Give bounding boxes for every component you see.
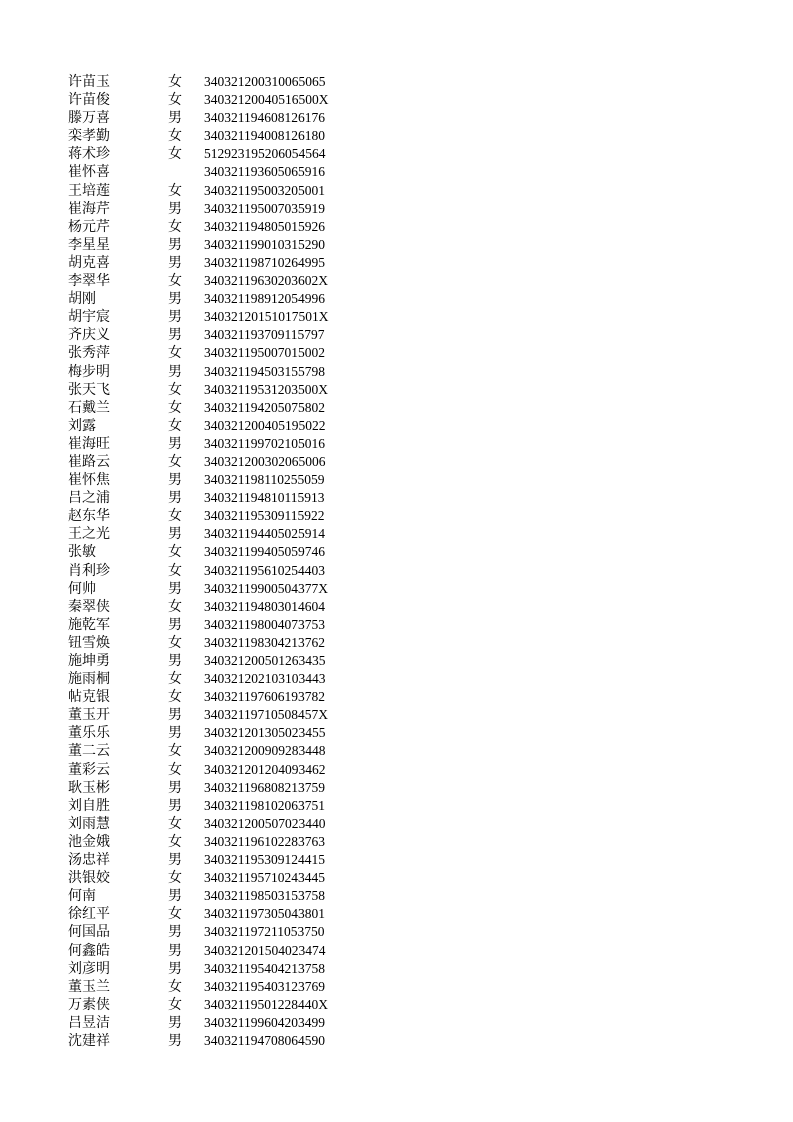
table-row xyxy=(0,236,793,254)
table-row xyxy=(0,742,793,760)
table-row xyxy=(0,761,793,779)
table-row xyxy=(0,290,793,308)
person-gender: 女 xyxy=(168,182,182,199)
table-row xyxy=(0,507,793,525)
person-gender: 男 xyxy=(168,490,182,507)
person-id-number: 340321199702105016 xyxy=(204,435,325,451)
table-row xyxy=(0,688,793,706)
person-id-number: 340321194503155798 xyxy=(204,363,325,379)
person-gender: 女 xyxy=(168,381,182,398)
person-id-number: 340321200405195022 xyxy=(204,417,326,433)
person-name: 滕万喜 xyxy=(68,110,110,127)
person-gender: 男 xyxy=(168,797,182,814)
person-gender: 男 xyxy=(168,363,182,380)
table-row xyxy=(0,833,793,851)
person-id-number: 34032119900504377X xyxy=(204,580,328,596)
table-row xyxy=(0,598,793,616)
person-gender: 男 xyxy=(168,254,182,271)
person-name: 刘露 xyxy=(68,417,96,434)
person-id-number: 340321198912054996 xyxy=(204,291,325,307)
person-id-number: 340321200302065006 xyxy=(204,453,326,469)
table-row xyxy=(0,145,793,163)
record-list xyxy=(0,73,793,1050)
table-row xyxy=(0,435,793,453)
table-row xyxy=(0,381,793,399)
person-gender: 女 xyxy=(168,273,182,290)
person-id-number: 340321194803014604 xyxy=(204,598,325,614)
person-name: 栾孝勤 xyxy=(68,128,110,145)
person-name: 石戴兰 xyxy=(68,399,110,416)
person-gender: 女 xyxy=(168,544,182,561)
person-gender: 女 xyxy=(168,218,182,235)
person-name: 何鑫皓 xyxy=(68,942,110,959)
person-id-number: 340321199604203499 xyxy=(204,1014,325,1030)
table-row xyxy=(0,489,793,507)
person-name: 董二云 xyxy=(68,743,110,760)
person-id-number: 340321194708064590 xyxy=(204,1032,325,1048)
person-name: 施乾军 xyxy=(68,616,110,633)
person-id-number: 340321200909283448 xyxy=(204,743,326,759)
table-row xyxy=(0,1014,793,1032)
person-name: 胡宇宸 xyxy=(68,309,110,326)
person-name: 沈建祥 xyxy=(68,1032,110,1049)
person-id-number: 340321196102283763 xyxy=(204,833,325,849)
person-id-number: 34032120151017501X xyxy=(204,309,329,325)
person-id-number: 340321198503153758 xyxy=(204,888,325,904)
person-gender: 男 xyxy=(168,942,182,959)
person-id-number: 340321194405025914 xyxy=(204,526,325,542)
table-row xyxy=(0,1032,793,1050)
person-gender: 男 xyxy=(168,236,182,253)
person-name: 赵东华 xyxy=(68,508,110,525)
person-id-number: 340321200507023440 xyxy=(204,815,326,831)
table-row xyxy=(0,634,793,652)
person-name: 董玉开 xyxy=(68,707,110,724)
person-name: 刘自胜 xyxy=(68,797,110,814)
person-id-number: 340321194810115913 xyxy=(204,490,325,506)
person-id-number: 340321201504023474 xyxy=(204,942,326,958)
person-name: 许苗俊 xyxy=(68,92,110,109)
person-name: 李翠华 xyxy=(68,273,110,290)
person-gender: 男 xyxy=(168,888,182,905)
person-id-number: 340321200310065065 xyxy=(204,74,326,89)
person-gender: 女 xyxy=(168,399,182,416)
table-row xyxy=(0,905,793,923)
table-row xyxy=(0,942,793,960)
table-row xyxy=(0,254,793,272)
person-id-number: 340321198710264995 xyxy=(204,254,325,270)
person-name: 何帅 xyxy=(68,580,96,597)
table-row xyxy=(0,182,793,200)
person-gender: 男 xyxy=(168,435,182,452)
person-id-number: 340321202103103443 xyxy=(204,671,326,687)
person-gender: 女 xyxy=(168,146,182,163)
person-id-number: 340321194805015926 xyxy=(204,218,325,234)
person-gender: 男 xyxy=(168,580,182,597)
person-gender: 男 xyxy=(168,960,182,977)
table-row xyxy=(0,923,793,941)
person-name: 耿玉彬 xyxy=(68,779,110,796)
table-row xyxy=(0,308,793,326)
person-id-number: 340321196808213759 xyxy=(204,779,325,795)
table-row xyxy=(0,616,793,634)
person-name: 洪银姣 xyxy=(68,870,110,887)
person-gender: 男 xyxy=(168,472,182,489)
person-gender: 男 xyxy=(168,924,182,941)
person-name: 崔怀喜 xyxy=(68,164,110,181)
table-row xyxy=(0,163,793,181)
person-name: 崔海旺 xyxy=(68,435,110,452)
table-row xyxy=(0,960,793,978)
person-id-number: 340321201204093462 xyxy=(204,761,326,777)
person-id-number: 340321193709115797 xyxy=(204,327,325,343)
table-row xyxy=(0,127,793,145)
person-id-number: 340321197211053750 xyxy=(204,924,325,940)
person-gender: 男 xyxy=(168,110,182,127)
table-row xyxy=(0,996,793,1014)
person-id-number: 340321198110255059 xyxy=(204,472,325,488)
person-name: 池金娥 xyxy=(68,833,110,850)
person-gender: 男 xyxy=(168,309,182,326)
person-name: 董玉兰 xyxy=(68,978,110,995)
person-gender: 女 xyxy=(168,815,182,832)
table-row xyxy=(0,363,793,381)
person-id-number: 340321194008126180 xyxy=(204,128,325,144)
person-gender: 女 xyxy=(168,634,182,651)
person-name: 崔路云 xyxy=(68,453,110,470)
table-row xyxy=(0,73,793,91)
person-name: 梅步明 xyxy=(68,363,110,380)
person-gender: 男 xyxy=(168,200,182,217)
person-gender: 男 xyxy=(168,1032,182,1049)
person-id-number: 340321197305043801 xyxy=(204,906,325,922)
table-row xyxy=(0,200,793,218)
person-name: 张天飞 xyxy=(68,381,110,398)
table-row xyxy=(0,471,793,489)
person-gender: 女 xyxy=(168,996,182,1013)
person-gender: 女 xyxy=(168,417,182,434)
person-name: 汤忠祥 xyxy=(68,852,110,869)
person-id-number: 340321195710243445 xyxy=(204,870,325,886)
table-row xyxy=(0,869,793,887)
table-row xyxy=(0,326,793,344)
person-gender: 男 xyxy=(168,526,182,543)
person-name: 王之光 xyxy=(68,526,110,543)
person-gender: 男 xyxy=(168,725,182,742)
person-gender: 女 xyxy=(168,689,182,706)
person-gender: 女 xyxy=(168,870,182,887)
person-gender: 男 xyxy=(168,1014,182,1031)
person-name: 吕之浦 xyxy=(68,490,110,507)
person-gender: 女 xyxy=(168,833,182,850)
person-name: 吕昱洁 xyxy=(68,1014,110,1031)
table-row xyxy=(0,399,793,417)
person-gender: 女 xyxy=(168,978,182,995)
person-name: 钮雪焕 xyxy=(68,634,110,651)
person-name: 董乐乐 xyxy=(68,725,110,742)
table-row xyxy=(0,91,793,109)
person-id-number: 340321199405059746 xyxy=(204,544,325,560)
table-row xyxy=(0,670,793,688)
person-gender: 男 xyxy=(168,779,182,796)
person-gender: 女 xyxy=(168,345,182,362)
table-row xyxy=(0,580,793,598)
person-id-number: 340321197606193782 xyxy=(204,689,325,705)
person-id-number: 340321199010315290 xyxy=(204,236,325,252)
table-row xyxy=(0,851,793,869)
person-id-number: 34032119630203602X xyxy=(204,273,328,289)
person-name: 王培莲 xyxy=(68,182,110,199)
table-row xyxy=(0,978,793,996)
person-name: 胡刚 xyxy=(68,291,96,308)
person-name: 徐红平 xyxy=(68,906,110,923)
person-id-number: 340321195404213758 xyxy=(204,960,325,976)
person-name: 许苗玉 xyxy=(68,74,110,90)
person-gender: 男 xyxy=(168,852,182,869)
person-name: 刘雨慧 xyxy=(68,815,110,832)
person-gender: 女 xyxy=(168,74,182,90)
person-name: 肖利珍 xyxy=(68,562,110,579)
person-id-number: 34032119710508457X xyxy=(204,707,328,723)
table-row xyxy=(0,344,793,362)
person-gender: 男 xyxy=(168,653,182,669)
person-gender: 男 xyxy=(168,707,182,724)
person-id-number: 340321195003205001 xyxy=(204,182,325,198)
person-gender: 女 xyxy=(168,453,182,470)
person-name: 刘彦明 xyxy=(68,960,110,977)
person-name: 李星星 xyxy=(68,236,110,253)
person-name: 何国品 xyxy=(68,924,110,941)
table-row xyxy=(0,724,793,742)
person-name: 施坤勇 xyxy=(68,653,110,669)
table-row xyxy=(0,109,793,127)
table-row xyxy=(0,797,793,815)
person-name: 蒋术珍 xyxy=(68,146,110,163)
person-name: 张秀萍 xyxy=(68,345,110,362)
person-gender: 女 xyxy=(168,508,182,525)
person-name: 帖克银 xyxy=(68,689,110,706)
person-id-number: 340321195309124415 xyxy=(204,852,325,868)
person-name: 崔怀焦 xyxy=(68,472,110,489)
person-gender: 女 xyxy=(168,761,182,778)
person-id-number: 340321195007015002 xyxy=(204,345,325,361)
person-id-number: 340321198004073753 xyxy=(204,616,325,632)
person-gender: 女 xyxy=(168,92,182,109)
person-name: 何南 xyxy=(68,888,96,905)
table-row xyxy=(0,453,793,471)
table-row xyxy=(0,779,793,797)
person-gender: 男 xyxy=(168,327,182,344)
person-id-number: 340321194205075802 xyxy=(204,399,325,415)
person-id-number: 512923195206054564 xyxy=(204,146,326,162)
person-id-number: 340321195007035919 xyxy=(204,200,325,216)
table-row xyxy=(0,218,793,236)
person-gender: 女 xyxy=(168,562,182,579)
person-gender: 女 xyxy=(168,671,182,688)
person-id-number: 340321195403123769 xyxy=(204,978,325,994)
person-id-number: 340321200501263435 xyxy=(204,653,326,668)
person-id-number: 340321195309115922 xyxy=(204,508,325,524)
person-id-number: 340321194608126176 xyxy=(204,110,325,126)
person-gender: 女 xyxy=(168,743,182,760)
person-id-number: 340321201305023455 xyxy=(204,725,326,741)
person-name: 胡克喜 xyxy=(68,254,110,271)
table-row xyxy=(0,417,793,435)
table-row xyxy=(0,562,793,580)
person-id-number: 34032119501228440X xyxy=(204,996,328,1012)
person-gender: 女 xyxy=(168,906,182,923)
table-row xyxy=(0,272,793,290)
table-row xyxy=(0,525,793,543)
table-row xyxy=(0,543,793,561)
person-gender: 女 xyxy=(168,598,182,615)
person-name: 齐庆义 xyxy=(68,327,110,344)
person-id-number: 340321198304213762 xyxy=(204,634,325,650)
person-id-number: 340321193605065916 xyxy=(204,164,325,180)
person-gender: 男 xyxy=(168,616,182,633)
table-row xyxy=(0,706,793,724)
person-name: 万素侠 xyxy=(68,996,110,1013)
person-id-number: 34032119531203500X xyxy=(204,381,328,397)
table-row xyxy=(0,652,793,670)
person-name: 施雨桐 xyxy=(68,671,110,688)
person-id-number: 340321198102063751 xyxy=(204,797,325,813)
person-gender: 女 xyxy=(168,128,182,145)
table-row xyxy=(0,887,793,905)
person-name: 杨元芹 xyxy=(68,218,110,235)
person-id-number: 34032120040516500X xyxy=(204,92,329,108)
person-name: 张敏 xyxy=(68,544,96,561)
person-id-number: 340321195610254403 xyxy=(204,562,325,578)
table-row xyxy=(0,815,793,833)
person-name: 崔海芹 xyxy=(68,200,110,217)
person-name: 董彩云 xyxy=(68,761,110,778)
person-name: 秦翠侠 xyxy=(68,598,110,615)
person-gender: 男 xyxy=(168,291,182,308)
